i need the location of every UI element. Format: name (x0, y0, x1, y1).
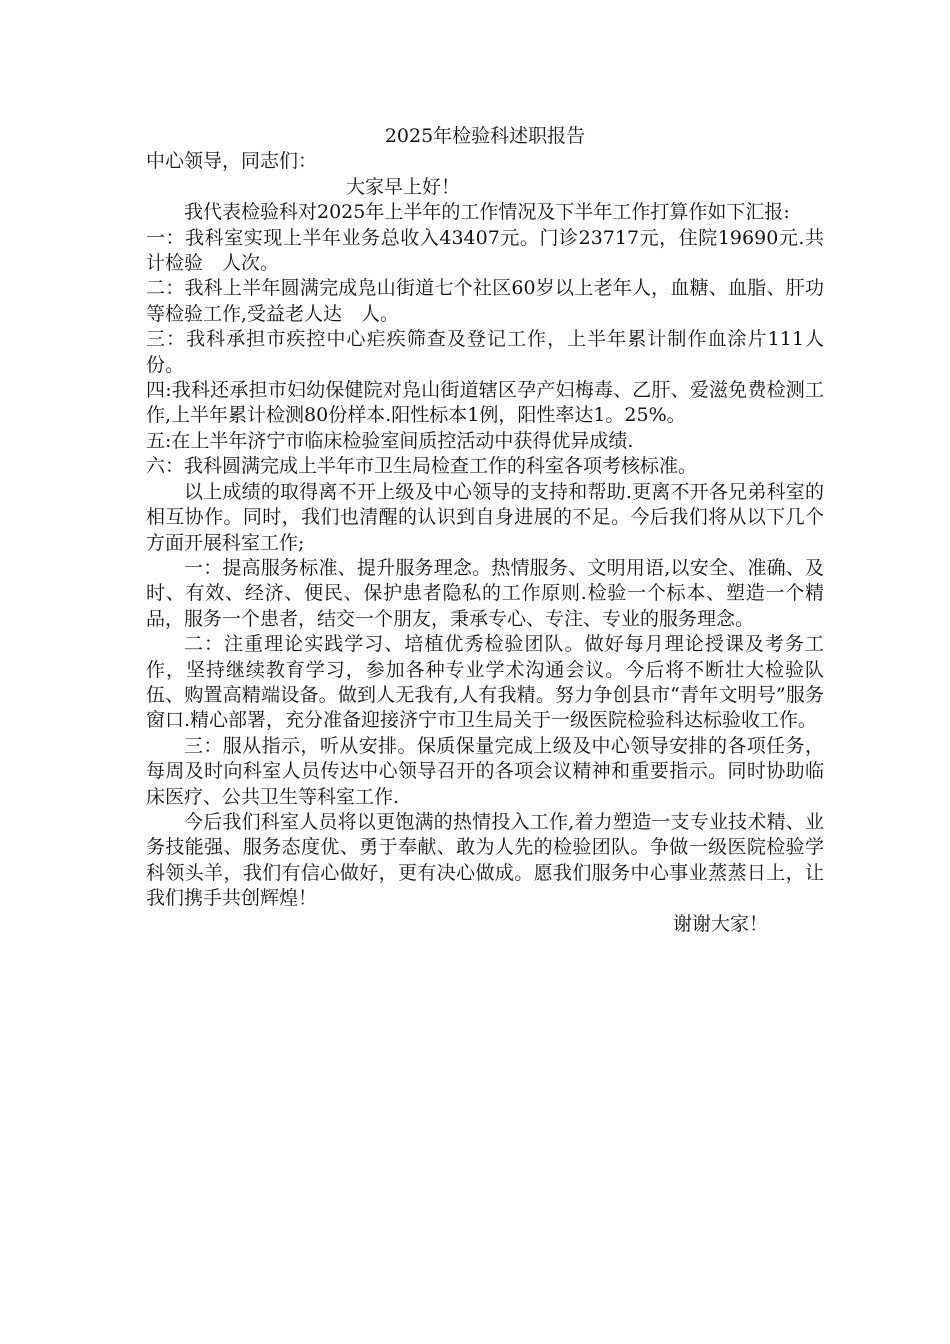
paragraph-summary: 以上成绩的取得离不开上级及中心领导的支持和帮助.更离不开各兄弟科室的相互协作。同时，我们也清醒的认识到自身进展的不足。今后我们将从以下几个方面开展科室工作; (146, 480, 824, 554)
document-title: 2025年检验科述职报告 (384, 125, 586, 147)
paragraph-plan-1: 一：提高服务标准、提升服务理念。热情服务、文明用语,以安全、准确、及时、有效、经济、便民、保护患者隐私的工作原则.检验一个标本、塑造一个精品，服务一个患者，结交一个朋友，秉承专心、专注、专业的服务理念。 (146, 556, 824, 630)
paragraph-item-3: 三：我科承担市疾控中心疟疾筛查及登记工作，上半年累计制作血涂片111人份。 (146, 328, 824, 376)
greeting: 大家早上好！ (346, 175, 461, 198)
paragraph-item-1: 一：我科室实现上半年业务总收入43407元。门诊23717元，住院19690元.共计检验 人次。 (146, 226, 824, 275)
paragraph-item-4: 四:我科还承担市妇幼保健院对凫山街道辖区孕产妇梅毒、乙肝、爱滋免费检测工作,上半年累计检测80份样本.阳性标本1例，阳性率达1。25%。 (146, 379, 824, 427)
closing: 谢谢大家！ (672, 912, 768, 935)
paragraph-item-6: 六：我科圆满完成上半年市卫生局检查工作的科室各项考核标准。 (146, 455, 698, 478)
paragraph-plan-3: 三：服从指示，听从安排。保质保量完成上级及中心领导安排的各项任务，每周及时向科室人员传达中心领导召开的各项会议精神和重要指示。同时协助临床医疗、公共卫生等科室工作. (146, 734, 824, 808)
paragraph-item-2: 二：我科上半年圆满完成凫山街道七个社区60岁以上老年人，血糖、血脂、肝功等检验工作,受益老人达 人。 (146, 277, 824, 325)
paragraph-plan-2: 二：注重理论实践学习、培植优秀检验团队。做好每月理论授课及考务工作，坚持继续教育学习，参加各种专业学术沟通会议。今后将不断壮大检验队伍、购置高精端设备。做到人无我有,人有我精。努力争创县市“青年文明号”服务窗口.精心部署，充分准备迎接济宁市卫生局关于一级医院检验科达标验收工作。 (146, 633, 824, 732)
paragraph-intro: 我代表检验科对2025年上半年的工作情况及下半年工作打算作如下汇报: (184, 201, 790, 224)
salutation: 中心领导，同志们： (146, 150, 318, 173)
document-page (146, 124, 824, 937)
paragraph-item-5: 五:在上半年济宁市临床检验室间质控活动中获得优异成绩. (146, 429, 634, 452)
paragraph-conclusion: 今后我们科室人员将以更饱满的热情投入工作,着力塑造一支专业技术精、业务技能强、服务态度优、勇于奉献、敢为人先的检验团队。争做一级医院检验学科领头羊，我们有信心做好，更有决心做成。愿我们服务中心事业蒸蒸日上，让我们携手共创辉煌！ (146, 810, 824, 910)
